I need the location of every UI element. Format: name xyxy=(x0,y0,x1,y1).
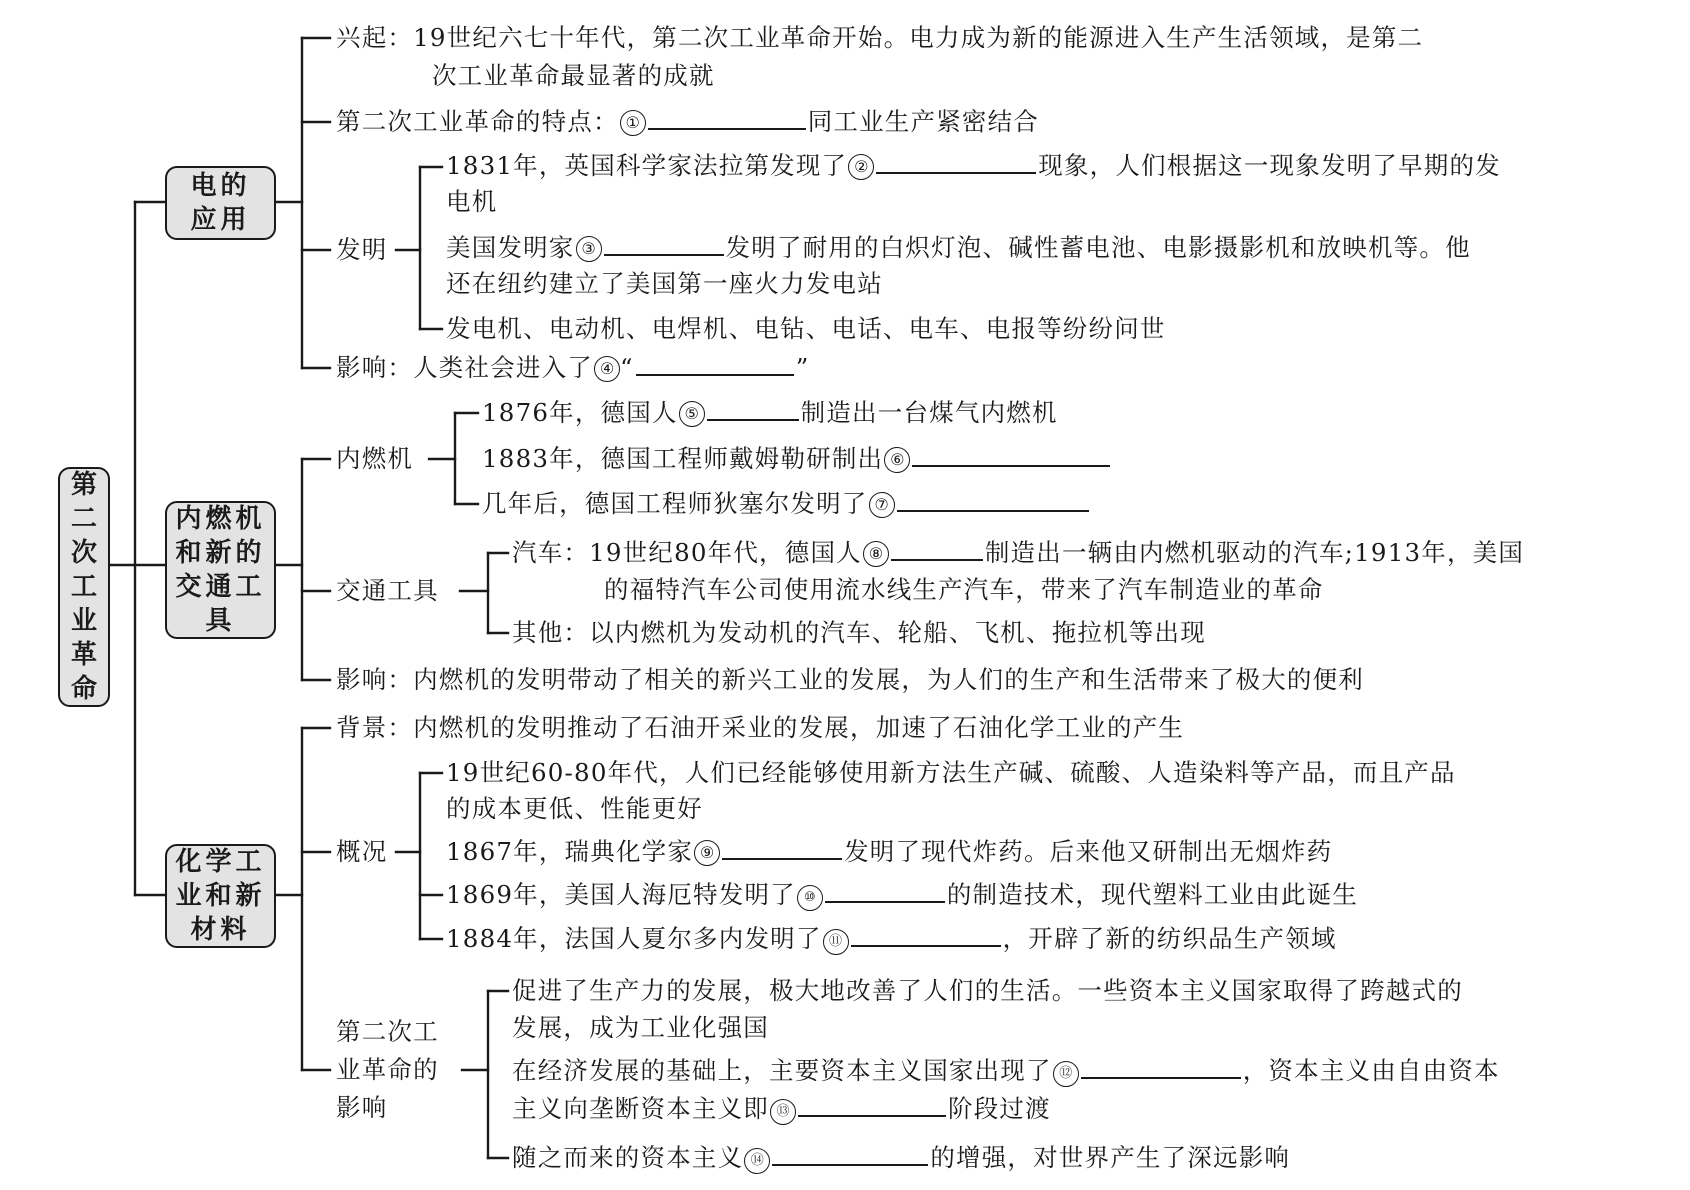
car-line-2: 的福特汽车公司使用流水线生产汽车，带来了汽车制造业的革命 xyxy=(604,575,1324,604)
ice-label: 内燃机 xyxy=(336,444,414,473)
electric-title: 电的 应用 xyxy=(190,171,251,235)
rise-line-1: 兴起：19世纪六七十年代，第二次工业革命开始。电力成为新的能源进入生产生活领域，是第二 xyxy=(336,23,1424,52)
impact-label-1: 第二次工 xyxy=(336,1017,439,1046)
blank-number: ⑩ xyxy=(797,885,823,911)
invention-1-line-1: 1831年，英国科学家法拉第发现了 ② 现象，人们根据这一现象发明了早期的发 xyxy=(446,151,1501,180)
blank-12 xyxy=(1081,1055,1241,1079)
invention-1-line-2: 电机 xyxy=(446,187,498,216)
blank-number: ⑪ xyxy=(823,929,849,955)
blank-number: ⑬ xyxy=(770,1099,796,1125)
overview-label: 概况 xyxy=(336,837,388,866)
root-title: 第二次工业革命 xyxy=(70,470,97,704)
blank-number: ⑫ xyxy=(1053,1061,1079,1087)
impact-2-line-1: 在经济发展的基础上，主要资本主义国家出现了 ⑫ ，资本主义由自由资本 xyxy=(512,1056,1500,1085)
root-box xyxy=(58,467,110,707)
ice-line-1: 1876年，德国人 ⑤ 制造出一台煤气内燃机 xyxy=(482,398,1058,427)
impact-1-line-1: 促进了生产力的发展，极大地改善了人们的生活。一些资本主义国家取得了跨越式的 xyxy=(512,976,1463,1005)
impact-label-3: 影响 xyxy=(336,1093,388,1122)
electric-box xyxy=(165,166,276,240)
overview-1-line-2: 的成本更低、性能更好 xyxy=(446,794,703,823)
rise-line-2: 次工业革命最显著的成就 xyxy=(432,61,715,90)
chem-background-line: 背景：内燃机的发明推动了石油开采业的发展，加速了石油化学工业的产生 xyxy=(336,713,1185,742)
blank-number: ③ xyxy=(576,236,602,262)
blank-11 xyxy=(851,923,1001,947)
engine-box xyxy=(165,501,276,639)
blank-14 xyxy=(772,1142,928,1166)
electric-impact-line: 影响：人类社会进入了 ④ “ ” xyxy=(336,353,810,382)
blank-number: ⑥ xyxy=(884,447,910,473)
blank-number: ② xyxy=(848,154,874,180)
blank-8 xyxy=(891,537,983,561)
other-line: 其他：以内燃机为发动机的汽车、轮船、飞机、拖拉机等出现 xyxy=(512,618,1206,647)
invention-2-line-2: 还在纽约建立了美国第一座火力发电站 xyxy=(446,269,883,298)
transport-label: 交通工具 xyxy=(336,576,439,605)
blank-5 xyxy=(707,397,799,421)
impact-3-line: 随之而来的资本主义 ⑭ 的增强，对世界产生了深远影响 xyxy=(512,1143,1291,1172)
overview-1-line-1: 19世纪60-80年代，人们已经能够使用新方法生产碱、硫酸、人造染料等产品，而且产品 xyxy=(446,758,1456,787)
overview-2-line: 1867年，瑞典化学家 ⑨ 发明了现代炸药。后来他又研制出无烟炸药 xyxy=(446,837,1333,866)
invention-label: 发明 xyxy=(336,235,388,264)
impact-1-line-2: 发展，成为工业化强国 xyxy=(512,1013,769,1042)
blank-6 xyxy=(912,443,1110,467)
blank-7 xyxy=(897,488,1089,512)
blank-number: ① xyxy=(620,110,646,136)
blank-3 xyxy=(604,232,724,256)
blank-9 xyxy=(722,836,842,860)
blank-13 xyxy=(798,1093,946,1117)
invention-3-line: 发电机、电动机、电焊机、电钻、电话、电车、电报等纷纷问世 xyxy=(446,314,1166,343)
car-line-1: 汽车：19世纪80年代，德国人 ⑧ 制造出一辆由内燃机驱动的汽车;1913年，美国 xyxy=(512,538,1525,567)
blank-number: ⑨ xyxy=(694,840,720,866)
blank-number: ⑦ xyxy=(869,492,895,518)
invention-2-line-1: 美国发明家 ③ 发明了耐用的白炽灯泡、碱性蓄电池、电影摄影机和放映机等。他 xyxy=(446,233,1471,262)
blank-number: ④ xyxy=(594,356,620,382)
blank-1 xyxy=(648,106,806,130)
ice-line-3: 几年后，德国工程师狄塞尔发明了 ⑦ xyxy=(482,488,1091,520)
ice-line-2: 1883年，德国工程师戴姆勒研制出 ⑥ xyxy=(482,443,1112,475)
blank-number: ⑭ xyxy=(744,1148,770,1174)
impact-label-2: 业革命的 xyxy=(336,1055,439,1084)
blank-2 xyxy=(876,150,1036,174)
chemical-box xyxy=(165,844,276,948)
engine-title: 内燃机 和新的 交通工 具 xyxy=(175,504,266,636)
blank-10 xyxy=(825,879,945,903)
feature-line: 第二次工业革命的特点： ① 同工业生产紧密结合 xyxy=(336,107,1040,136)
blank-number: ⑤ xyxy=(679,401,705,427)
engine-impact-line: 影响：内燃机的发明带动了相关的新兴工业的发展，为人们的生产和生活带来了极大的便利 xyxy=(336,665,1364,694)
impact-2-line-2: 主义向垄断资本主义即 ⑬ 阶段过渡 xyxy=(512,1094,1051,1123)
chemical-title: 化学工 业和新 材料 xyxy=(175,847,266,945)
overview-4-line: 1884年，法国人夏尔多内发明了 ⑪ ，开辟了新的纺织品生产领域 xyxy=(446,924,1337,953)
blank-number: ⑧ xyxy=(863,541,889,567)
overview-3-line: 1869年，美国人海厄特发明了 ⑩ 的制造技术，现代塑料工业由此诞生 xyxy=(446,880,1359,909)
blank-4 xyxy=(636,352,794,376)
